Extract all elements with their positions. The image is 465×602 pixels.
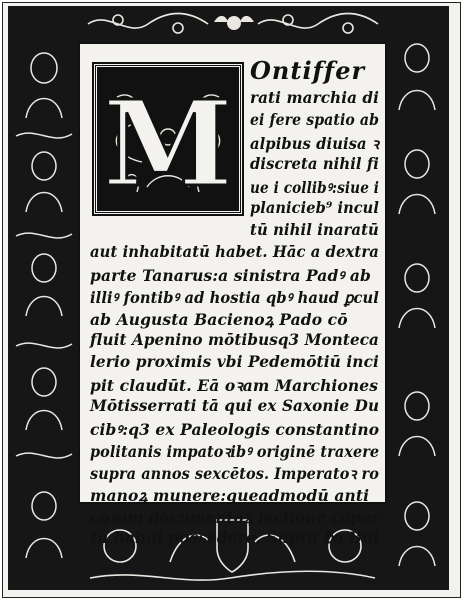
text-frame bbox=[78, 42, 387, 547]
text-line: tū habui possedere. Supra ꝥo Bui bbox=[90, 528, 379, 547]
text-line: Mōtisserrati tā qui ex Saxonie Du bbox=[90, 396, 380, 415]
text-line: pit claudūt. Eā oꝛam Marchiones bbox=[90, 376, 379, 395]
text-line: aut inhabitatū habet. Hāc a dextra bbox=[90, 242, 379, 261]
decorated-initial bbox=[94, 64, 242, 214]
initial-letter: M bbox=[102, 74, 234, 211]
initial-letter-icon bbox=[97, 67, 239, 211]
text-line: supra annos sexcētos. Imperatoꝛ ro bbox=[90, 464, 379, 483]
text-line: illiꝰ fontibꝰ ad hostia qbꝰ haud ꝑcul bbox=[90, 288, 379, 307]
text-line: ei fere spatio ab bbox=[250, 110, 380, 129]
right-border-ornament bbox=[385, 6, 449, 590]
text-line: rati marchia di bbox=[250, 88, 380, 107]
text-line: ue i collibꝰ:siue i bbox=[250, 178, 380, 197]
saints-vine-ornament-icon bbox=[8, 6, 80, 590]
text-line: planicieb⁹ incul bbox=[250, 198, 379, 217]
saints-vine-ornament-icon bbox=[385, 6, 449, 590]
left-border-ornament bbox=[8, 6, 80, 590]
text-line: parte Tanarus:a sinistra Padꝰ ab bbox=[90, 266, 371, 285]
text-line: discreta nihil fi bbox=[250, 154, 380, 173]
title-heading: Ontiffer bbox=[250, 56, 366, 85]
text-line: coꝛum documentoꝝ lectione cōper bbox=[90, 508, 380, 527]
text-line: tū nihil inaratū bbox=[250, 220, 379, 239]
text-line: lerio proximis vbi Pedemōtiū inci bbox=[90, 352, 379, 371]
text-line: fluit Apenino mōtibusq3 Monteca bbox=[90, 330, 379, 349]
text-line: cibꝰ:q3 ex Paleologis constantino bbox=[90, 420, 380, 439]
text-line: ab Augusta Bacienoꝝ Pado cō bbox=[90, 310, 348, 329]
text-line: politanis impatoꝛibꝰ originē traxere bbox=[90, 442, 380, 461]
text-line: alpibus diuisa ꝛ bbox=[250, 134, 379, 153]
text-line: manoꝝ munere:queadmodū anti bbox=[90, 486, 370, 505]
